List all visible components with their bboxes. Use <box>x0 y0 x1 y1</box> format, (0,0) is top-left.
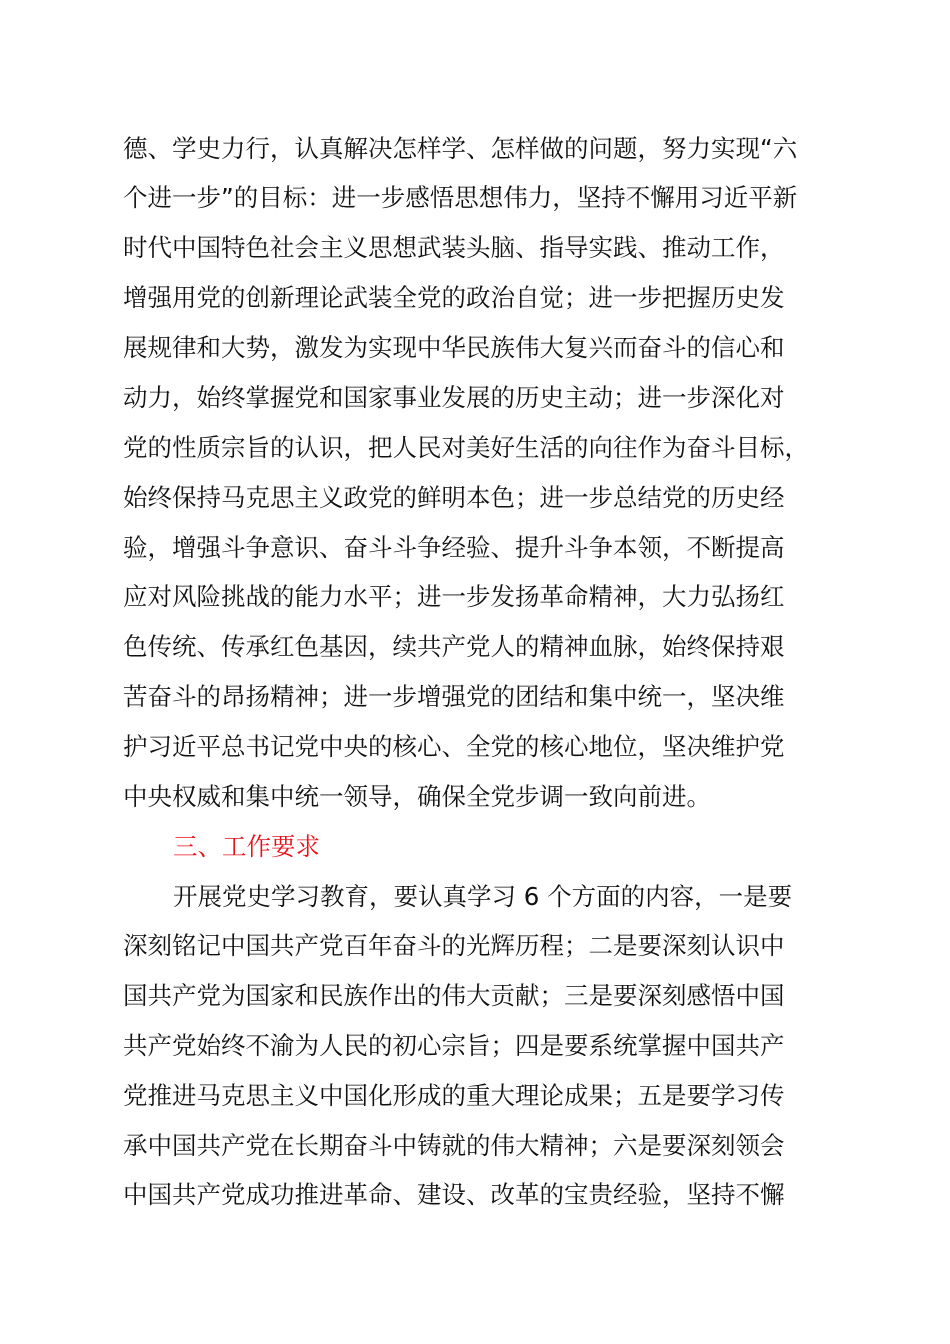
paragraph-line: 个进一步”的目标：进一步感悟思想伟力，坚持不懈用习近平新 <box>123 183 798 212</box>
paragraph-line: 护习近平总书记党中央的核心、全党的核心地位，坚决维护党 <box>123 732 785 761</box>
paragraph-line: 德、学史力行，认真解决怎样学、怎样做的问题，努力实现“六 <box>123 134 798 163</box>
paragraph-line: 深刻铭记中国共产党百年奋斗的光辉历程；二是要深刻认识中 <box>123 931 785 960</box>
paragraph-line: 国共产党为国家和民族作出的伟大贡献；三是要深刻感悟中国 <box>123 981 785 1010</box>
paragraph-line: 党的性质宗旨的认识，把人民对美好生活的向往作为奋斗目标， <box>123 433 809 462</box>
paragraph-line: 党推进马克思主义中国化形成的重大理论成果；五是要学习传 <box>123 1081 785 1110</box>
paragraph-line: 中国共产党成功推进革命、建设、改革的宝贵经验，坚持不懈 <box>123 1180 785 1209</box>
paragraph-line: 中央权威和集中统一领导，确保全党步调一致向前进。 <box>123 782 711 811</box>
paragraph-line: 色传统、传承红色基因，续共产党人的精神血脉，始终保持艰 <box>123 632 785 661</box>
paragraph-line: 共产党始终不渝为人民的初心宗旨；四是要系统掌握中国共产 <box>123 1031 785 1060</box>
paragraph-line: 验，增强斗争意识、奋斗斗争经验、提升斗争本领，不断提高 <box>123 533 785 562</box>
paragraph-line: 动力，始终掌握党和国家事业发展的历史主动；进一步深化对 <box>123 383 785 412</box>
paragraph-line: 增强用党的创新理论武装全党的政治自觉；进一步把握历史发 <box>123 283 785 312</box>
paragraph-line: 始终保持马克思主义政党的鲜明本色；进一步总结党的历史经 <box>123 483 785 512</box>
paragraph-line: 展规律和大势，激发为实现中华民族伟大复兴而奋斗的信心和 <box>123 333 785 362</box>
paragraph-line: 苦奋斗的昂扬精神；进一步增强党的团结和集中统一，坚决维 <box>123 682 785 711</box>
paragraph-line: 时代中国特色社会主义思想武装头脑、指导实践、推动工作， <box>123 233 785 262</box>
paragraph-line: 承中国共产党在长期奋斗中铸就的伟大精神；六是要深刻领会 <box>123 1131 785 1160</box>
section-heading: 三、工作要求 <box>173 832 320 861</box>
paragraph-line: 开展党史学习教育，要认真学习 6 个方面的内容，一是要 <box>173 882 793 911</box>
paragraph-line: 应对风险挑战的能力水平；进一步发扬革命精神，大力弘扬红 <box>123 582 785 611</box>
